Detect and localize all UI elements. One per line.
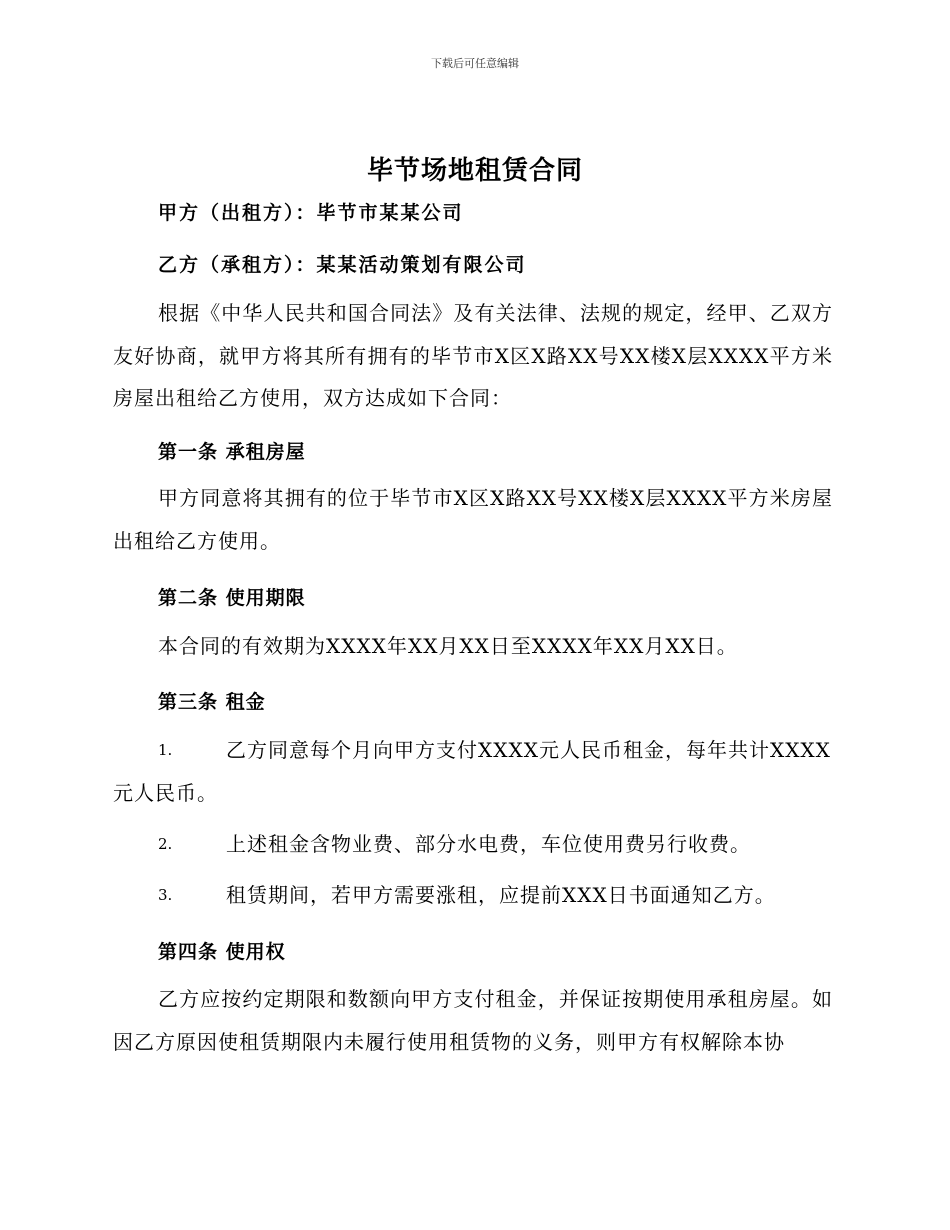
list-number: 3.: [158, 886, 173, 904]
article-2-body: 本合同的有效期为XXXX年XX月XX日至XXXX年XX月XX日。: [158, 634, 738, 658]
article-4-heading: 第四条 使用权: [158, 941, 286, 963]
article-1-body: 甲方同意将其拥有的位于毕节市X区X路XX号XX楼X层XXXX平方米房屋出租给乙方使用。: [113, 486, 833, 553]
document-title: 毕节场地租赁合同: [366, 156, 583, 186]
list-text: 上述租金含物业费、部分水电费，车位使用费另行收费。: [226, 832, 751, 856]
article-3-heading: 第三条 租金: [158, 691, 266, 713]
list-text: 乙方同意每个月向甲方支付XXXX元人民币租金，每年共计XXXX元人民币。: [113, 738, 831, 805]
article-4-body: 乙方应按约定期限和数额向甲方支付租金，并保证按期使用承租房屋。如因乙方原因使租赁期限内未履行使用租赁物的义务，则甲方有权解除本协: [113, 987, 833, 1054]
article-3-item-1: [113, 729, 833, 815]
list-number: 2.: [158, 835, 173, 853]
party-b-line: 乙方（承租方）：某某活动策划有限公司: [158, 254, 527, 276]
party-a-line: 甲方（出租方）：毕节市某某公司: [158, 202, 464, 224]
list-text: 租赁期间，若甲方需要涨租，应提前XXX日书面通知乙方。: [226, 883, 776, 907]
article-3-item-2: [113, 823, 833, 866]
intro-paragraph: 根据《中华人民共和国合同法》及有关法律、法规的规定，经甲、乙双方友好协商，就甲方将其所有拥有的毕节市X区X路XX号XX楼X层XXXX平方米房屋出租给乙方使用，双方达成如下合同：: [113, 301, 833, 410]
article-3-item-3: [113, 874, 833, 917]
list-number: 1.: [158, 741, 173, 759]
article-2-heading: 第二条 使用期限: [158, 587, 306, 609]
header-note: 下载后可任意编辑: [431, 57, 519, 70]
article-1-heading: 第一条 承租房屋: [158, 441, 306, 463]
